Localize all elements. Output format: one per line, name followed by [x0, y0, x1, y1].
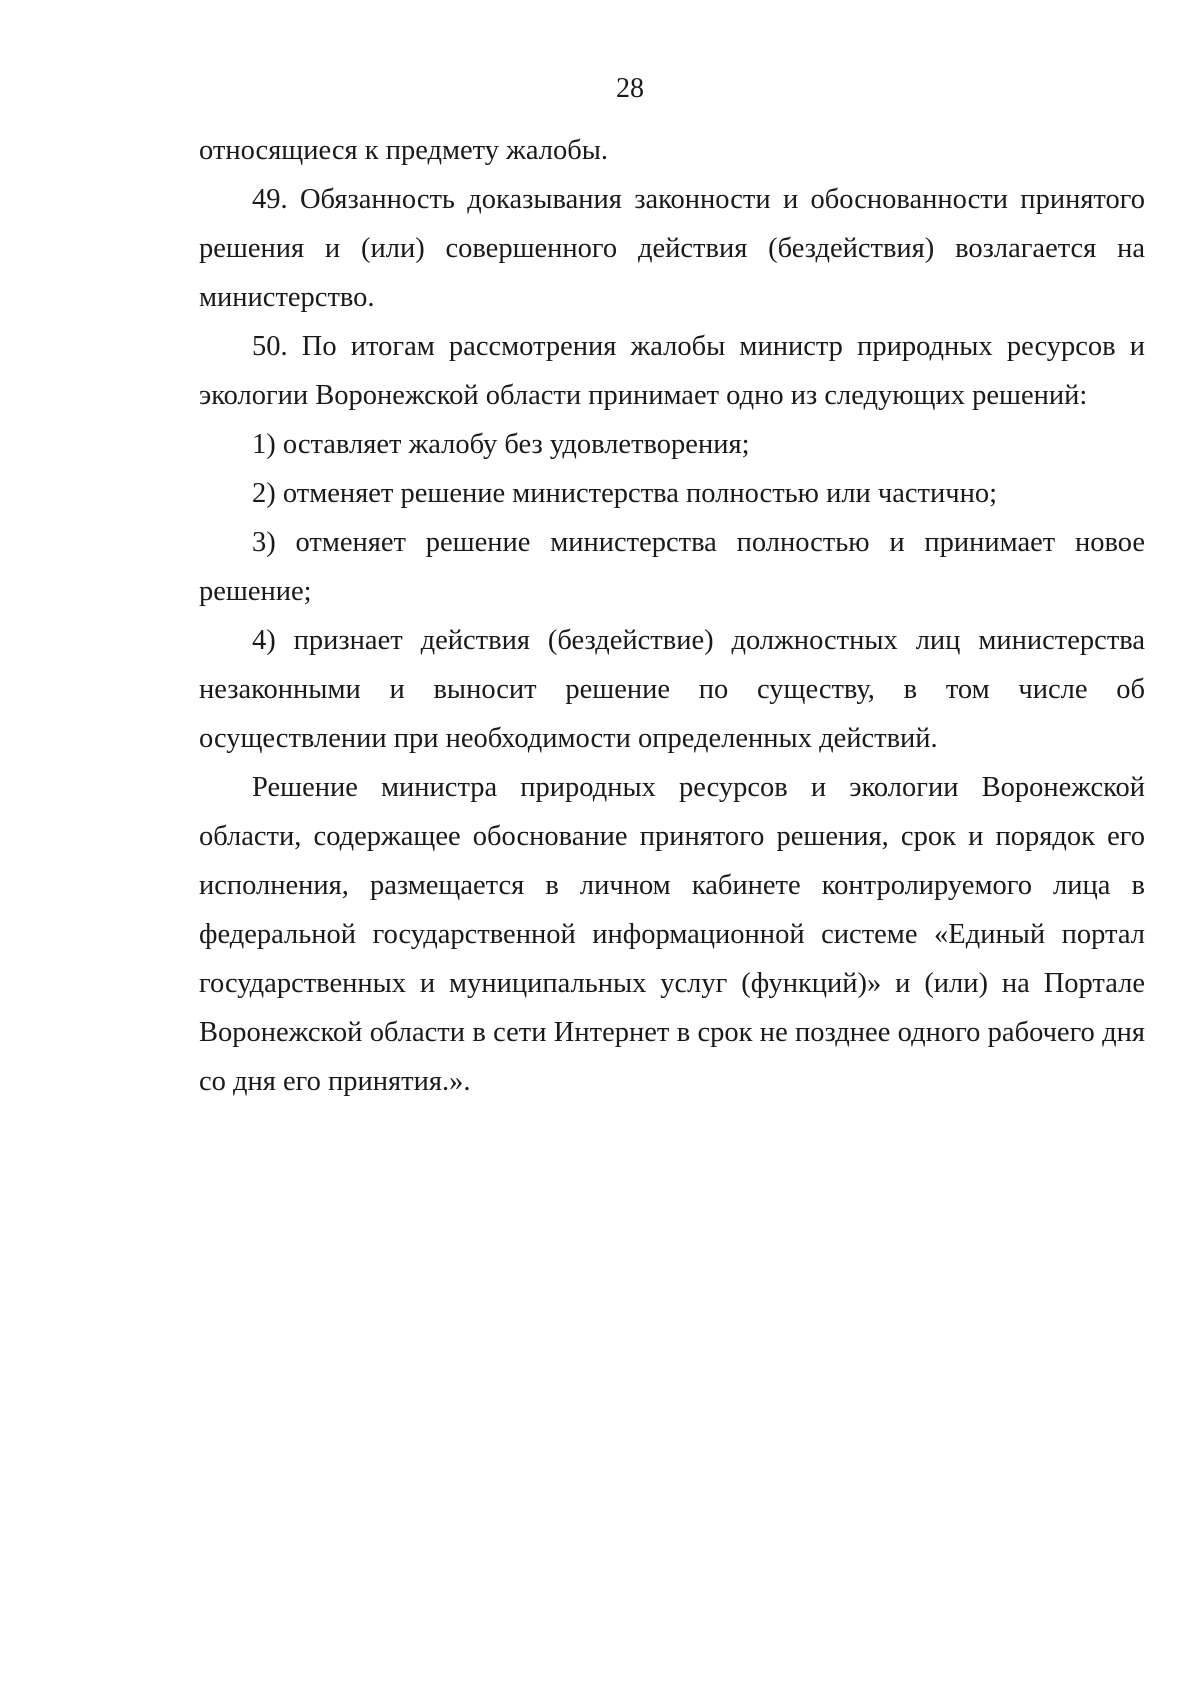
list-item-1: 1) оставляет жалобу без удовлетворения; — [252, 429, 750, 460]
list-item-2: 2) отменяет решение министерства полностью или частично; — [252, 478, 998, 509]
page-number: 28 — [616, 73, 644, 104]
document-body — [199, 126, 1145, 1106]
paragraph-continuation: относящиеся к предмету жалобы. — [199, 135, 608, 166]
list-item-3: 3) отменяет решение министерства полностью и принимает новое решение; — [199, 527, 1145, 607]
paragraph-decision: Решение министра природных ресурсов и экологии Воронежской области, содержащее обоснование принятого решения, срок и порядок его исполнения, размещается в личном кабинете контролируемого лица в федеральной государственной информационной системе «Единый портал государственных и муниципальных услуг (функций)» и (или) на Портале Воронежской области в сети Интернет в срок не позднее одного рабочего дня со дня его принятия.». — [199, 772, 1145, 1097]
paragraph-49: 49. Обязанность доказывания законности и обоснованности принятого решения и (или) совершенного действия (бездействия) возлагается на министерство. — [199, 184, 1145, 313]
paragraph-50: 50. По итогам рассмотрения жалобы министр природных ресурсов и экологии Воронежской области принимает одно из следующих решений: — [199, 331, 1145, 411]
list-item-4: 4) признает действия (бездействие) должностных лиц министерства незаконными и выносит решение по существу, в том числе об осуществлении при необходимости определенных действий. — [199, 625, 1145, 754]
